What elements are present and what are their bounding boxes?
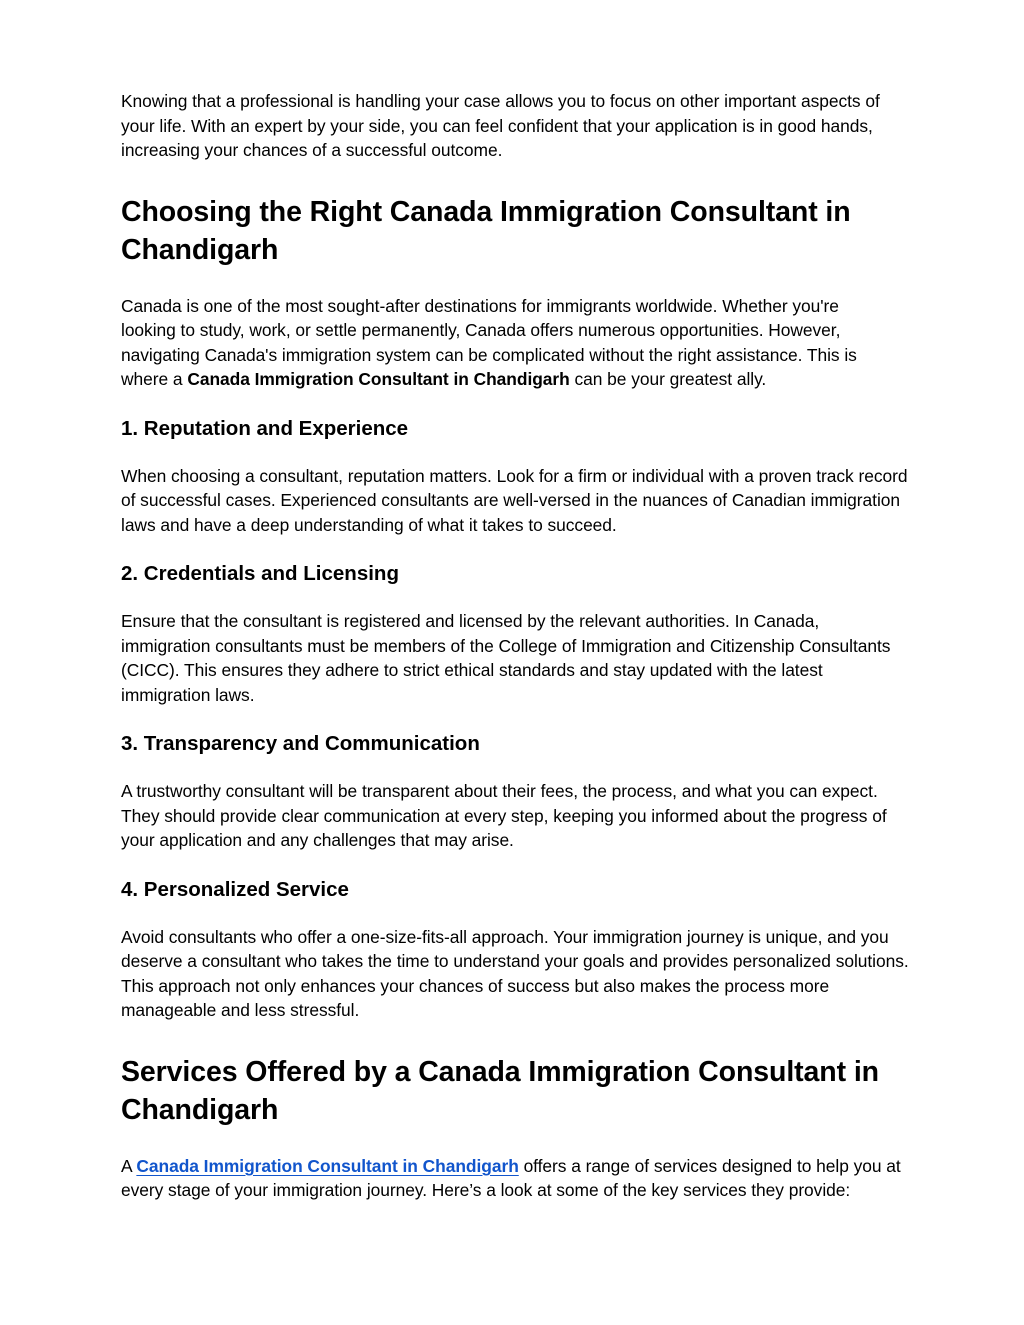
subheading-credentials: 2. Credentials and Licensing: [121, 562, 399, 585]
section2-intro-prefix: A: [121, 1155, 137, 1176]
section-heading-choosing-consultant: Choosing the Right Canada Immigration Consultant in Chandigarh: [121, 195, 851, 266]
consultant-link[interactable]: Canada Immigration Consultant in Chandigarh: [136, 1155, 519, 1176]
section1-intro-bold: Canada Immigration Consultant in Chandigarh: [187, 369, 570, 389]
section1-intro-paragraph: [121, 294, 896, 392]
intro-paragraph: Knowing that a professional is handling your case allows you to focus on other important aspects of your life. With an expert by your side, you can feel confident that your application is in good hands, increasing your chances of a successful outcome.: [121, 91, 880, 160]
section1-intro-text-end: can be your greatest ally.: [569, 369, 767, 389]
subheading-transparency: 3. Transparency and Communication: [121, 732, 480, 755]
section-heading-services: Services Offered by a Canada Immigration Consultant in Chandigarh: [121, 1055, 879, 1126]
section2-intro-paragraph: [121, 1154, 901, 1203]
paragraph-reputation: When choosing a consultant, reputation matters. Look for a firm or individual with a proven track record of successful cases. Experienced consultants are well-versed in the nuances of Canadian immigration laws and have a deep understanding of what it takes to succeed.: [121, 465, 908, 535]
section1-intro-text: Canada is one of the most sought-after destinations for immigrants worldwide. Whether you're looking to study, work, or settle permanently, Canada offers numerous opportunities. However, navigating Canada's immigration system can be complicated without the right assistance. This is where a: [121, 295, 857, 389]
section2-intro-text: offers a range of services designed to help you at every stage of your immigration journey. Here’s a look at some of the key services they provide:: [121, 1155, 901, 1200]
paragraph-transparency: A trustworthy consultant will be transparent about their fees, the process, and what you can expect. They should provide clear communication at every step, keeping you informed about the progress of your application and any challenges that may arise.: [121, 781, 887, 850]
paragraph-personalized: Avoid consultants who offer a one-size-fits-all approach. Your immigration journey is unique, and you deserve a consultant who takes the time to understand your goals and provides personalized solutions. This approach not only enhances your chances of success but also makes the process more manageable and less stressful.: [121, 926, 909, 1020]
subheading-personalized: 4. Personalized Service: [121, 877, 349, 901]
subheading-reputation: 1. Reputation and Experience: [121, 416, 409, 440]
paragraph-credentials: Ensure that the consultant is registered and licensed by the relevant authorities. In Canada, immigration consultants must be members of the College of Immigration and Citizenship Consultants (CICC). This ensures they adhere to strict ethical standards and stay updated with the latest immigration laws.: [121, 611, 891, 705]
document-page: [121, 89, 911, 1203]
